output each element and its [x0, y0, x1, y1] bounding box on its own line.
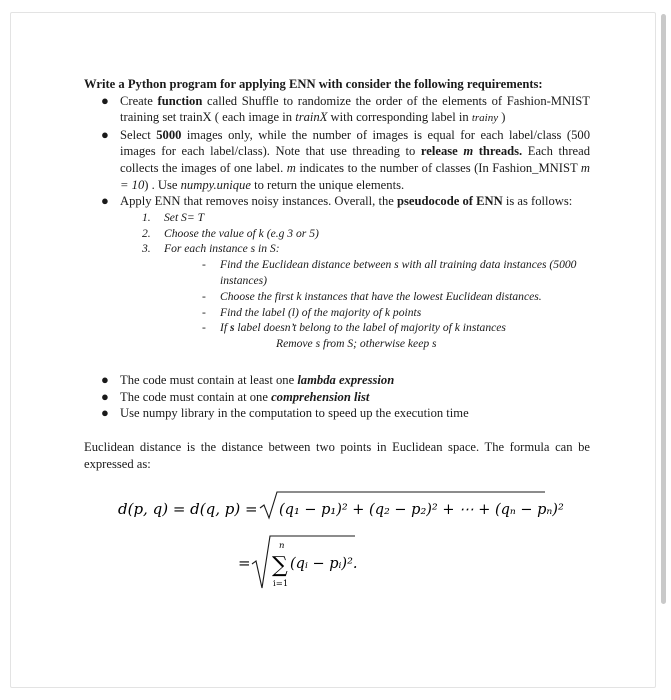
- step-number: 1.: [142, 210, 151, 224]
- text: Each thread collects the images of one label.: [120, 144, 590, 175]
- dash-icon: -: [202, 289, 206, 303]
- sub-step-text: Find the Euclidean distance between s with all training data instances (5000 instances): [220, 258, 577, 287]
- formula-svg: [0, 488, 671, 608]
- sub-step-item: [200, 257, 590, 289]
- math-text: trainy: [471, 112, 499, 125]
- extra-requirements: [84, 372, 590, 422]
- extra-list: [84, 372, 590, 422]
- sub-step-text: Find the label (l) of the majority of k points: [220, 305, 422, 319]
- math-text: m: [463, 144, 474, 159]
- sum-body: (qᵢ − pᵢ)².: [290, 556, 358, 572]
- step-item: [142, 226, 590, 242]
- remove-line: Remove s from S; otherwise keep s: [276, 337, 437, 351]
- text: Use numpy library in the computation to speed up the execution time: [120, 406, 469, 421]
- emph-text: lambda expression: [297, 373, 395, 387]
- formula-equals: =: [238, 554, 251, 572]
- math-text: m = 10: [120, 160, 591, 192]
- sub-step-item: [200, 305, 590, 321]
- sub-step-text: Choose the first k instances that have the lowest Euclidean distances.: [220, 289, 542, 303]
- list-item: [84, 405, 590, 422]
- euclidean-formula: [0, 488, 671, 608]
- formula-rhs: (q₁ − p₁)² + (q₂ − p₂)² + ⋯ + (qₙ − pₙ)²: [279, 502, 564, 518]
- bullet-icon: ●: [101, 388, 109, 404]
- sub-step-item: [200, 320, 590, 352]
- text: indicates to the number of classes (In Fashion_MNIST: [295, 160, 581, 175]
- question-body: [84, 76, 590, 352]
- text: ): [498, 110, 506, 125]
- question-heading: Write a Python program for applying ENN with consider the following requirements:: [84, 77, 543, 91]
- math-text: numpy.unique: [180, 177, 251, 192]
- bullet-icon: ●: [101, 372, 109, 387]
- sum-sign: ∑: [272, 553, 288, 578]
- list-item: [84, 372, 590, 389]
- bold-text: pseudocode of ENN: [397, 194, 503, 209]
- list-item: [84, 93, 590, 127]
- step-text: For each instance s in S:: [164, 242, 280, 256]
- step-number: 2.: [142, 226, 151, 240]
- dash-icon: -: [202, 258, 206, 272]
- text: images only, while the number of images is equal for each label/class (500 images for each label/class). Note that use threading to: [120, 127, 590, 159]
- bullet-icon: ●: [101, 92, 109, 108]
- euclidean-paragraph: Euclidean distance is the distance between two points in Euclidean space. The formula can be expressed as:: [84, 440, 590, 471]
- step-number: 3.: [142, 242, 151, 256]
- text: ) . Use: [144, 177, 181, 192]
- step-item: [142, 241, 590, 352]
- math-text: trainX: [295, 110, 328, 125]
- sub-step-item: [200, 289, 590, 305]
- bold-text: threads.: [473, 144, 523, 159]
- step-text: Set S= T: [164, 210, 205, 224]
- step-text: Choose the value of k (e.g 3 or 5): [164, 226, 319, 240]
- text: Apply ENN that removes noisy instances. Overall, the: [120, 194, 398, 209]
- emph-text: comprehension list: [271, 389, 370, 404]
- formula-lhs: d(p, q) = d(q, p) =: [118, 500, 258, 518]
- bullet-icon: ●: [101, 405, 109, 421]
- text: to return the unique elements.: [250, 177, 405, 192]
- text: with corresponding label in: [327, 110, 472, 125]
- sub-steps: [164, 257, 590, 352]
- text: Select: [120, 127, 157, 142]
- requirements-list: [84, 93, 590, 210]
- list-item: [84, 127, 590, 193]
- bold-text: release: [420, 144, 464, 159]
- sub-step-text: label doesn’t belong to the label of majority of k instances: [234, 321, 506, 335]
- dash-icon: -: [202, 321, 206, 335]
- bullet-icon: ●: [101, 126, 109, 142]
- bold-text: function: [157, 93, 203, 108]
- text: The code must contain at least one: [120, 373, 298, 387]
- sub-step-text: If: [220, 321, 230, 335]
- bold-text: 5000: [156, 127, 182, 142]
- text: Create: [120, 93, 158, 108]
- list-item: [84, 389, 590, 406]
- text: called Shuffle to randomize the order of the elements of Fashion-MNIST training set trainX ( each image in: [120, 93, 590, 125]
- pseudocode-steps: [120, 210, 590, 352]
- dash-icon: -: [202, 305, 206, 319]
- step-item: [142, 210, 590, 226]
- sum-lower: i=1: [273, 579, 289, 589]
- math-text: m: [286, 160, 296, 175]
- list-item: [84, 193, 590, 210]
- text: is as follows:: [502, 194, 573, 209]
- text: The code must contain at one: [120, 389, 272, 404]
- bold-text: s: [229, 321, 235, 335]
- sum-upper: n: [279, 541, 285, 551]
- bullet-icon: ●: [101, 193, 109, 209]
